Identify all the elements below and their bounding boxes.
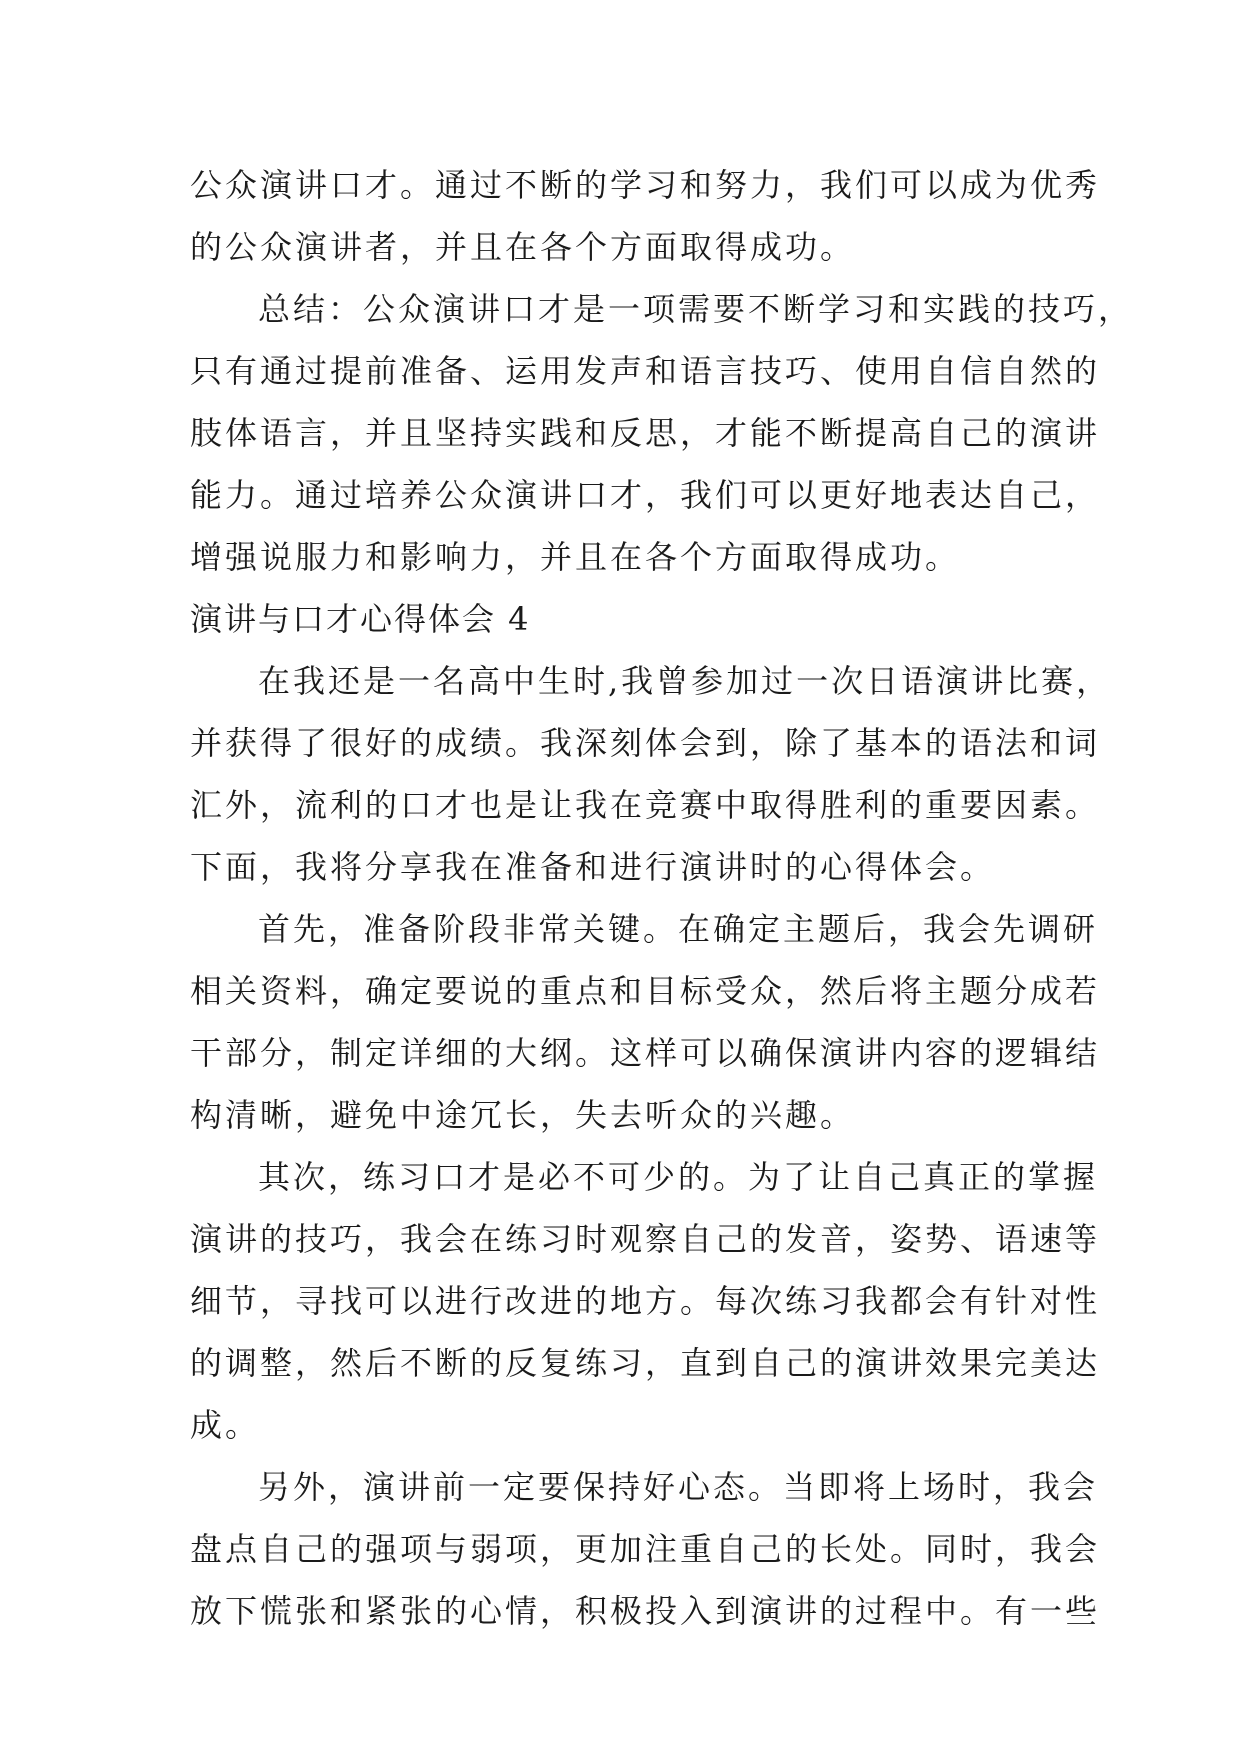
text-line: 首先，准备阶段非常关键。在确定主题后，我会先调研 <box>258 910 1099 948</box>
paragraph <box>190 1456 1101 1642</box>
text-line: 的调整，然后不断的反复练习，直到自己的演讲效果完美达 <box>190 1344 1101 1382</box>
paragraph <box>190 1146 1101 1456</box>
text-line: 公众演讲口才。通过不断的学习和努力，我们可以成为优秀 <box>190 166 1101 204</box>
paragraph <box>190 898 1101 1146</box>
text-line: 在我还是一名高中生时,我曾参加过一次日语演讲比赛， <box>258 662 1112 700</box>
text-line: 放下慌张和紧张的心情，积极投入到演讲的过程中。有一些 <box>190 1592 1101 1630</box>
text-line: 构清晰，避免中途冗长，失去听众的兴趣。 <box>190 1096 856 1134</box>
text-line: 并获得了很好的成绩。我深刻体会到，除了基本的语法和词 <box>190 724 1101 762</box>
text-line: 的公众演讲者，并且在各个方面取得成功。 <box>190 228 856 266</box>
text-line: 细节，寻找可以进行改进的地方。每次练习我都会有针对性 <box>190 1282 1101 1320</box>
text-line: 盘点自己的强项与弱项，更加注重自己的长处。同时，我会 <box>190 1530 1101 1568</box>
section-heading <box>190 588 1090 650</box>
text-line: 成。 <box>190 1406 261 1444</box>
paragraph <box>190 650 1112 898</box>
text-line: 演讲的技巧，我会在练习时观察自己的发音，姿势、语速等 <box>190 1220 1101 1258</box>
text-line: 能力。通过培养公众演讲口才，我们可以更好地表达自己， <box>190 476 1101 514</box>
text-line: 另外，演讲前一定要保持好心态。当即将上场时，我会 <box>258 1468 1099 1506</box>
text-line: 下面，我将分享我在准备和进行演讲时的心得体会。 <box>190 848 996 886</box>
text-line: 总结：公众演讲口才是一项需要不断学习和实践的技巧， <box>258 290 1134 328</box>
text-line: 干部分，制定详细的大纲。这样可以确保演讲内容的逻辑结 <box>190 1034 1101 1072</box>
text-line: 肢体语言，并且坚持实践和反思，才能不断提高自己的演讲 <box>190 414 1101 452</box>
paragraph <box>190 154 1101 278</box>
text-line: 只有通过提前准备、运用发声和语言技巧、使用自信自然的 <box>190 352 1101 390</box>
text-line: 其次，练习口才是必不可少的。为了让自己真正的掌握 <box>258 1158 1099 1196</box>
paragraph <box>190 278 1134 588</box>
text-line: 汇外，流利的口才也是让我在竞赛中取得胜利的重要因素。 <box>190 786 1101 824</box>
text-line: 增强说服力和影响力，并且在各个方面取得成功。 <box>190 538 961 576</box>
text-line: 相关资料，确定要说的重点和目标受众，然后将主题分成若 <box>190 972 1101 1010</box>
heading-text: 演讲与口才心得体会 4 <box>190 600 531 638</box>
document-body <box>190 154 1134 1642</box>
